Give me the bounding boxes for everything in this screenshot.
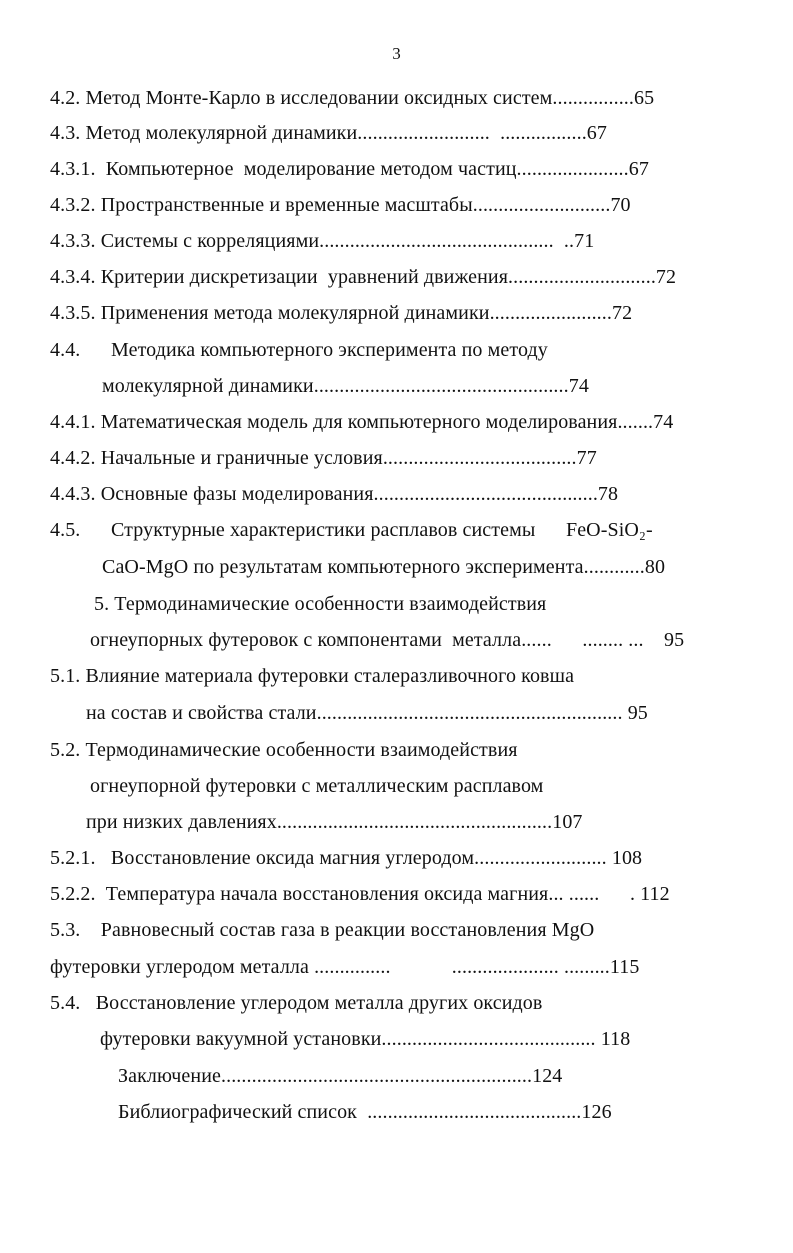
toc-entry-4-2: 4.2. Метод Монте-Карло в исследовании оксидных систем................65 [50, 87, 655, 109]
toc-entry-5-1-cont: на состав и свойства стали............................................................ 95 [86, 702, 648, 724]
page-number: 3 [392, 44, 401, 63]
toc-entry-4-4: 4.4. Методика компьютерного эксперимента по методу [50, 339, 548, 361]
toc-entry-4-3-1: 4.3.1. Компьютерное моделирование методом частиц......................67 [50, 158, 649, 180]
toc-entry-4-3-5: 4.3.5. Применения метода молекулярной динамики........................72 [50, 302, 633, 324]
toc-entry-4-3: 4.3. Метод молекулярной динамики.......................... .................67 [50, 122, 608, 144]
toc-entry-4-5: 4.5. Структурные характеристики расплавов системы FeO-SiO₂- [50, 519, 653, 541]
toc-entry-4-3-4: 4.3.4. Критерии дискретизации уравнений движения.............................72 [50, 266, 677, 288]
toc-entry-4-4-3: 4.4.3. Основные фазы моделирования............................................78 [50, 483, 619, 505]
toc-entry-4-4-2: 4.4.2. Начальные и граничные условия......................................77 [50, 447, 597, 469]
toc-entry-4-4-1: 4.4.1. Математическая модель для компьютерного моделирования.......74 [50, 411, 674, 433]
toc-entry-5-4-cont: футеровки вакуумной установки.......................................... 118 [100, 1028, 631, 1050]
toc-entry-5-2-1: 5.2.1. Восстановление оксида магния углеродом.......................... 108 [50, 847, 643, 869]
toc-entry-4-4-cont: молекулярной динамики..................................................74 [102, 375, 589, 397]
toc-entry-5-3: 5.3. Равновесный состав газа в реакции восстановления MgO [50, 919, 595, 941]
toc-entry-5-1: 5.1. Влияние материала футеровки сталеразливочного ковша [50, 665, 575, 687]
toc-entry-4-3-3: 4.3.3. Системы с корреляциями.............................................. ..71 [50, 230, 595, 252]
toc-entry-5-4: 5.4. Восстановление углеродом металла других оксидов [50, 992, 543, 1014]
toc-entry-5-2-cont1: огнеупорной футеровки с металлическим расплавом [90, 775, 544, 797]
toc-entry-conclusion: Заключение.............................................................124 [118, 1065, 563, 1087]
toc-entry-4-5-cont: CaO-MgO по результатам компьютерного эксперимента............80 [102, 556, 666, 578]
toc-entry-5-cont: огнеупорных футеровок с компонентами металла...... ........ ... 95 [90, 629, 685, 651]
toc-entry-5: 5. Термодинамические особенности взаимодействия [94, 593, 547, 615]
toc-entry-5-2-cont2: при низких давлениях......................................................107 [86, 811, 583, 833]
toc-entry-bibliography: Библиографический список ..........................................126 [118, 1101, 612, 1123]
toc-entry-5-3-cont: футеровки углеродом металла ............... ..................... .........115 [50, 956, 640, 978]
toc-entry-4-3-2: 4.3.2. Пространственные и временные масштабы...........................70 [50, 194, 631, 216]
toc-entry-5-2-2: 5.2.2. Температура начала восстановления оксида магния... ...... . 112 [50, 883, 670, 905]
toc-entry-5-2: 5.2. Термодинамические особенности взаимодействия [50, 739, 518, 761]
